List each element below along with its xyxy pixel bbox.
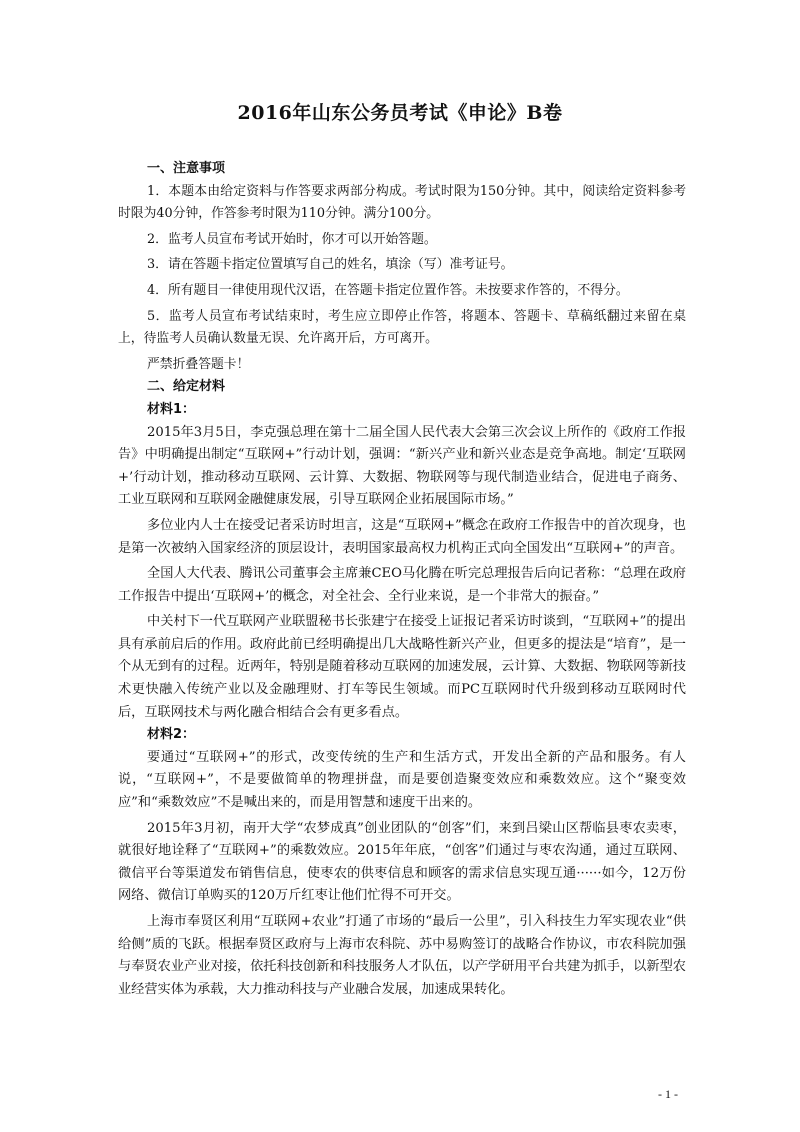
notice-item-3: 3．请在答题卡指定位置填写自己的姓名，填涂（写）准考证号。 xyxy=(147,257,514,273)
document-body xyxy=(118,158,686,1001)
page-number: - 1 - xyxy=(658,1087,678,1101)
material2-paragraph-2: 2015年3月初，南开大学“农梦成真”创业团队的“创客”们，来到吕梁山区帮临县枣农卖枣，就很好地诠释了“互联网+”的乘数效应。2015年年底，“创客”们通过与枣农沟通，通过互联网、微信平台等渠道发布销售信息，使枣农的供枣信息和顾客的需求信息实现互通······如今，12万份网络、微信订单购买的120万斤红枣让他们忙得不可开交。 xyxy=(118,820,686,904)
notice-item-5: 5．监考人员宣布考试结束时，考生应立即停止作答，将题本、答题卡、草稿纸翻过来留在桌上，待监考人员确认数量无误、允许离开后，方可离开。 xyxy=(118,308,686,347)
document-title: 2016年山东公务员考试《申论》B卷 xyxy=(237,102,563,124)
materials-heading: 二、给定材料 xyxy=(147,379,226,395)
notice-item-2: 2．监考人员宣布考试开始时，你才可以开始答题。 xyxy=(147,231,437,247)
material1-paragraph-2: 多位业内人士在接受记者采访时坦言，这是“互联网+”概念在政府工作报告中的首次现身，也是第一次被纳入国家经济的顶层设计，表明国家最高权力机构正式向全国发出“互联网+”的声音。 xyxy=(118,517,686,556)
material2-heading: 材料2： xyxy=(147,727,196,743)
material1-heading: 材料1： xyxy=(147,401,196,417)
material1-paragraph-4: 中关村下一代互联网产业联盟秘书长张建宁在接受上证报记者采访时谈到，“互联网+”的提出具有承前启后的作用。政府此前已经明确提出几大战略性新兴产业，但更多的提法是“培育”，是一个从无到有的过程。近两年，特别是随着移动互联网的加速发展，云计算、大数据、物联网等新技术更快融入传统产业以及金融理财、打车等民生领域。而PC互联网时代升级到移动互联网时代后，互联网技术与两化融合相结合会有更多看点。 xyxy=(118,614,686,720)
material2-paragraph-3: 上海市奉贤区利用“互联网+农业”打通了市场的“最后一公里”，引入科技生力军实现农业“供给侧”质的飞跃。根据奉贤区政府与上海市农科院、苏中易购签订的战略合作协议，市农科院加强与奉贤农业产业对接，依托科技创新和科技服务人才队伍，以产学研用平台共建为抓手，以新型农业经营实体为承载，大力推动科技与产业融合发展，加速成果转化。 xyxy=(118,914,686,997)
notice-warning: 严禁折叠答题卡！ xyxy=(147,356,250,372)
material2-paragraph-1: 要通过“互联网+”的形式，改变传统的生产和生活方式，开发出全新的产品和服务。有人说，“互联网+”，不是要做简单的物理拼盘，而是要创造聚变效应和乘数效应。这个“聚变效应”和“乘数效应”不是喊出来的，而是用智慧和速度干出来的。 xyxy=(118,749,686,811)
notice-item-4: 4．所有题目一律使用现代汉语，在答题卡指定位置作答。未按要求作答的，不得分。 xyxy=(147,282,629,298)
material1-paragraph-3: 全国人大代表、腾讯公司董事会主席兼CEO马化腾在听完总理报告后向记者称：“总理在政府工作报告中提出‘互联网+’的概念，对全社会、全行业来说，是一个非常大的振奋。” xyxy=(118,566,686,604)
notice-item-1: 1．本题本由给定资料与作答要求两部分构成。考试时限为150分钟。其中，阅读给定资料参考时限为40分钟，作答参考时限为110分钟。满分100分。 xyxy=(118,183,686,222)
notice-heading: 一、注意事项 xyxy=(147,161,226,176)
material1-paragraph-1: 2015年3月5日，李克强总理在第十二届全国人民代表大会第三次会议上所作的《政府工作报告》中明确提出制定“互联网+”行动计划，强调：“新兴产业和新兴业态是竞争高地。制定‘互联网+’行动计划，推动移动互联网、云计算、大数据、物联网等与现代制造业结合，促进电子商务、工业互联网和互联网金融健康发展，引导互联网企业拓展国际市场。” xyxy=(118,424,686,508)
